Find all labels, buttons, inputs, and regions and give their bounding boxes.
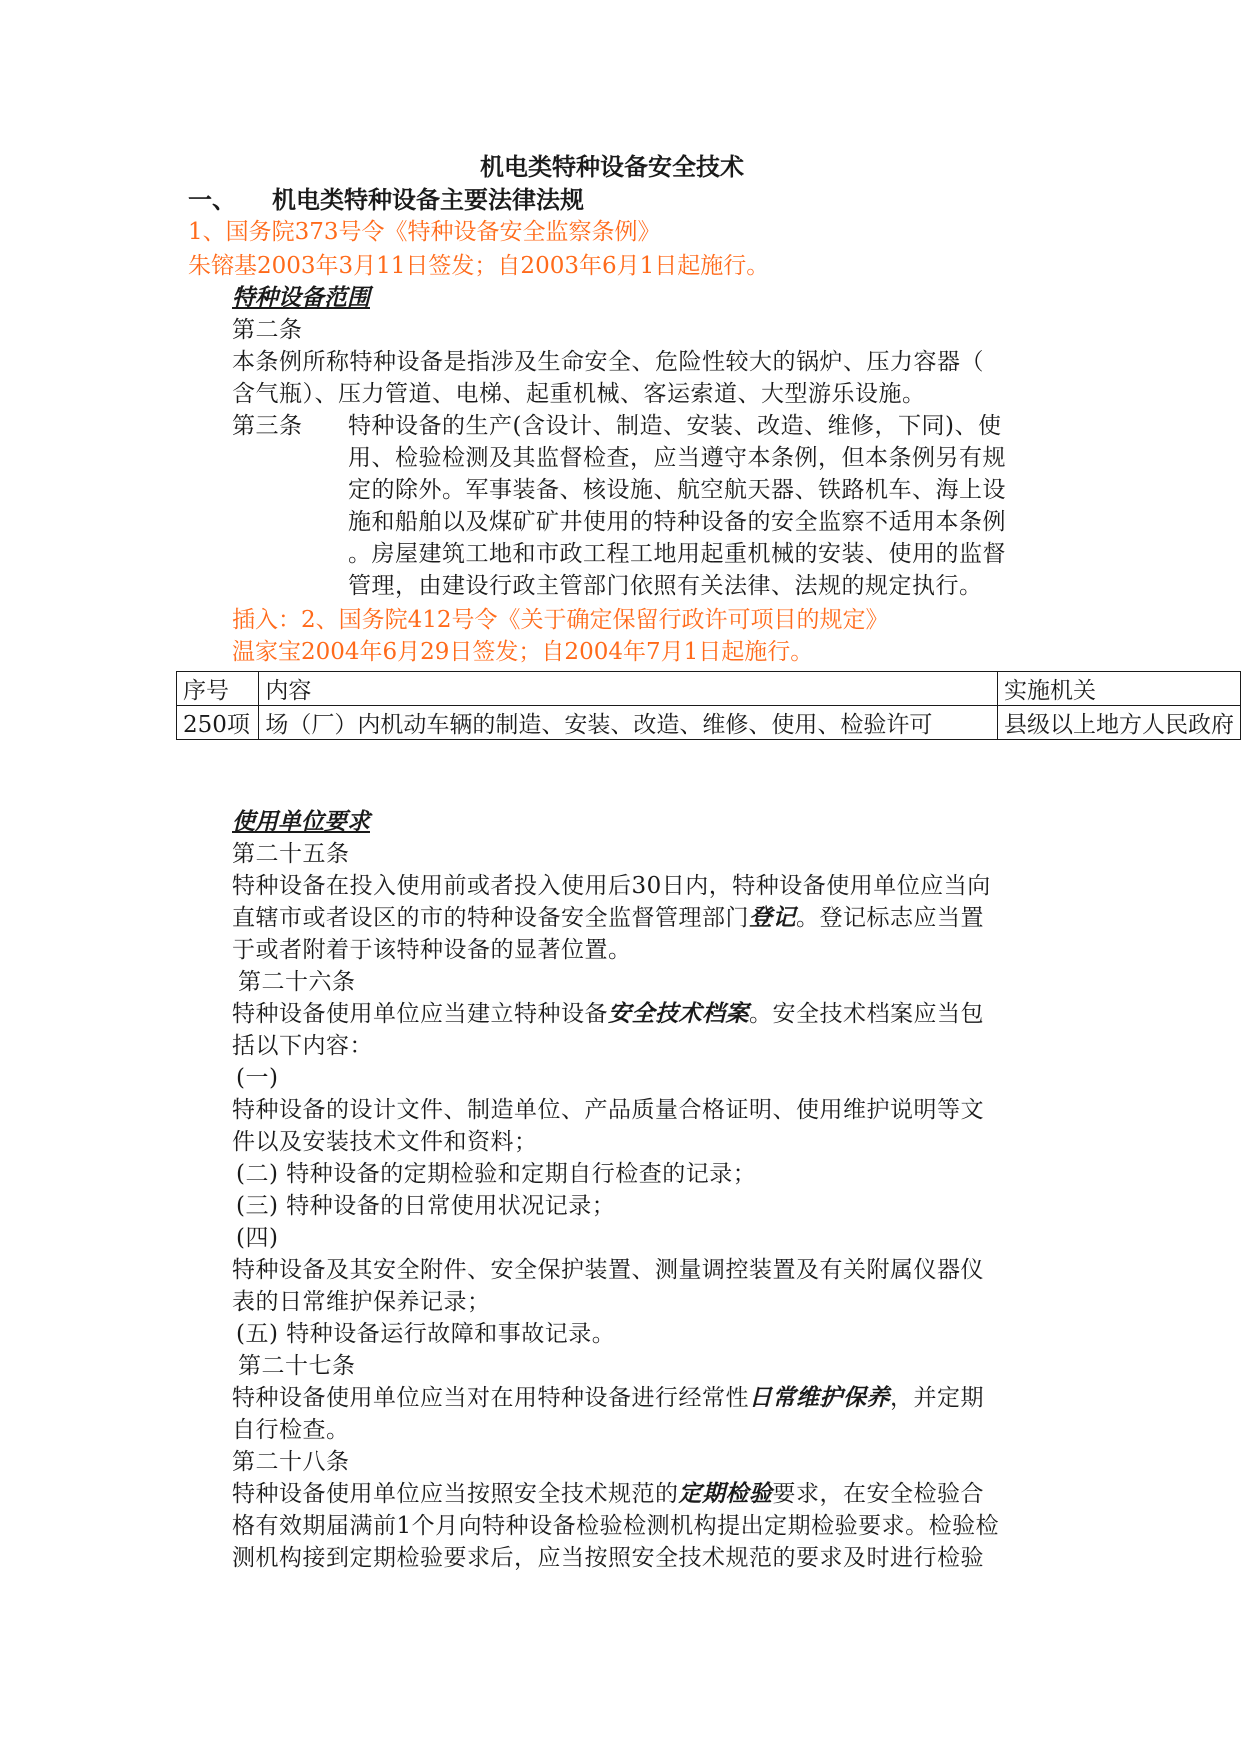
- article-25-line: [232, 902, 984, 934]
- text-run: 特种设备使用单位应当对在用特种设备进行经常性: [232, 1385, 749, 1411]
- heading-number: 一、: [188, 185, 236, 214]
- article-25-title: 第二十五条: [232, 841, 350, 867]
- text-run: ，并定期: [890, 1385, 984, 1411]
- article-2-line: 含气瓶）、压力管道、电梯、起重机械、客运索道、大型游乐设施。: [232, 381, 926, 407]
- emphasis-text: 安全技术档案: [608, 1000, 749, 1027]
- article-3-label: 第三条: [232, 413, 303, 439]
- list-item-line: 表的日常维护保养记录；: [232, 1289, 491, 1315]
- table-header: 内容: [259, 672, 998, 706]
- article-27-line: [232, 1382, 984, 1414]
- insert-law-2-title: 插入：2、国务院412号令《关于确定保留行政许可项目的规定》: [232, 607, 889, 633]
- list-item: (五) 特种设备运行故障和事故记录。: [236, 1321, 616, 1347]
- text-run: 特种设备使用单位应当按照安全技术规范的: [232, 1481, 679, 1507]
- article-3-line: 施和船舶以及煤矿矿井使用的特种设备的安全监察不适用本条例: [348, 509, 1006, 535]
- section-title-user-requirements: 使用单位要求: [232, 808, 370, 835]
- list-item-line: 特种设备及其安全附件、安全保护装置、测量调控装置及有关附属仪器仪: [232, 1257, 984, 1283]
- article-3-line: 特种设备的生产(含设计、制造、安装、改造、维修，下同)、使: [348, 413, 1002, 439]
- text-run: 。安全技术档案应当包: [749, 1001, 984, 1027]
- heading-laws: 机电类特种设备主要法律法规: [272, 185, 584, 214]
- emphasis-text: 登记: [749, 904, 796, 931]
- article-3-line: 。房屋建筑工地和市政工程工地用起重机械的安装、使用的监督: [348, 541, 1006, 567]
- text-run: 。登记标志应当置: [796, 905, 984, 931]
- table-cell: 250项: [177, 706, 259, 740]
- emphasis-text: 日常维护保养: [749, 1384, 890, 1411]
- text-run: 特种设备使用单位应当建立特种设备: [232, 1001, 608, 1027]
- list-item: (三) 特种设备的日常使用状况记录；: [236, 1193, 616, 1219]
- article-27-line: 自行检查。: [232, 1417, 350, 1443]
- table-cell: 场（厂）内机动车辆的制造、安装、改造、维修、使用、检验许可: [259, 706, 998, 740]
- law-1-sign-date: 朱镕基2003年3月11日签发；自2003年6月1日起施行。: [188, 253, 770, 279]
- license-table: [176, 671, 1241, 740]
- list-item-marker: (一): [236, 1065, 279, 1091]
- article-3-line: 管理，由建设行政主管部门依照有关法律、法规的规定执行。: [348, 573, 983, 599]
- list-item: (二) 特种设备的定期检验和定期自行检查的记录；: [236, 1161, 757, 1187]
- text-run: 要求，在安全检验合: [772, 1481, 984, 1507]
- article-25-line: 特种设备在投入使用前或者投入使用后30日内，特种设备使用单位应当向: [232, 873, 991, 899]
- table-row: [177, 706, 1241, 740]
- table-header: 实施机关: [997, 672, 1240, 706]
- list-item-line: 特种设备的设计文件、制造单位、产品质量合格证明、使用维护说明等文: [232, 1097, 984, 1123]
- article-2-line: 本条例所称特种设备是指涉及生命安全、危险性较大的锅炉、压力容器（: [232, 349, 984, 375]
- table-header: 序号: [177, 672, 259, 706]
- article-26-line: 括以下内容：: [232, 1033, 373, 1059]
- list-item-marker: (四): [236, 1225, 279, 1251]
- article-28-line: [232, 1478, 984, 1510]
- article-26-line: [232, 998, 984, 1030]
- article-25-line: 于或者附着于该特种设备的显著位置。: [232, 937, 632, 963]
- page-title: 机电类特种设备安全技术: [480, 152, 744, 181]
- article-28-title: 第二十八条: [232, 1449, 350, 1475]
- insert-law-2-sign-date: 温家宝2004年6月29日签发；自2004年7月1日起施行。: [232, 639, 814, 665]
- list-item-line: 件以及安装技术文件和资料；: [232, 1129, 538, 1155]
- law-1-title: 1、国务院373号令《特种设备安全监察条例》: [188, 219, 661, 245]
- article-27-title: 第二十七条: [238, 1353, 356, 1379]
- article-28-line: 测机构接到定期检验要求后，应当按照安全技术规范的要求及时进行检验: [232, 1545, 984, 1571]
- article-26-title: 第二十六条: [238, 969, 356, 995]
- section-title-scope: 特种设备范围: [232, 284, 370, 311]
- table-cell: 县级以上地方人民政府: [997, 706, 1240, 740]
- article-28-line: 格有效期届满前1个月向特种设备检验检测机构提出定期检验要求。检验检: [232, 1513, 1000, 1539]
- text-run: 直辖市或者设区的市的特种设备安全监督管理部门: [232, 905, 749, 931]
- emphasis-text: 定期检验: [678, 1480, 773, 1507]
- article-3-line: 用、检验检测及其监督检查，应当遵守本条例，但本条例另有规: [348, 445, 1006, 471]
- table-header-row: [177, 672, 1241, 706]
- article-3-line: 定的除外。军事装备、核设施、航空航天器、铁路机车、海上设: [348, 477, 1006, 503]
- article-2-title: 第二条: [232, 317, 303, 343]
